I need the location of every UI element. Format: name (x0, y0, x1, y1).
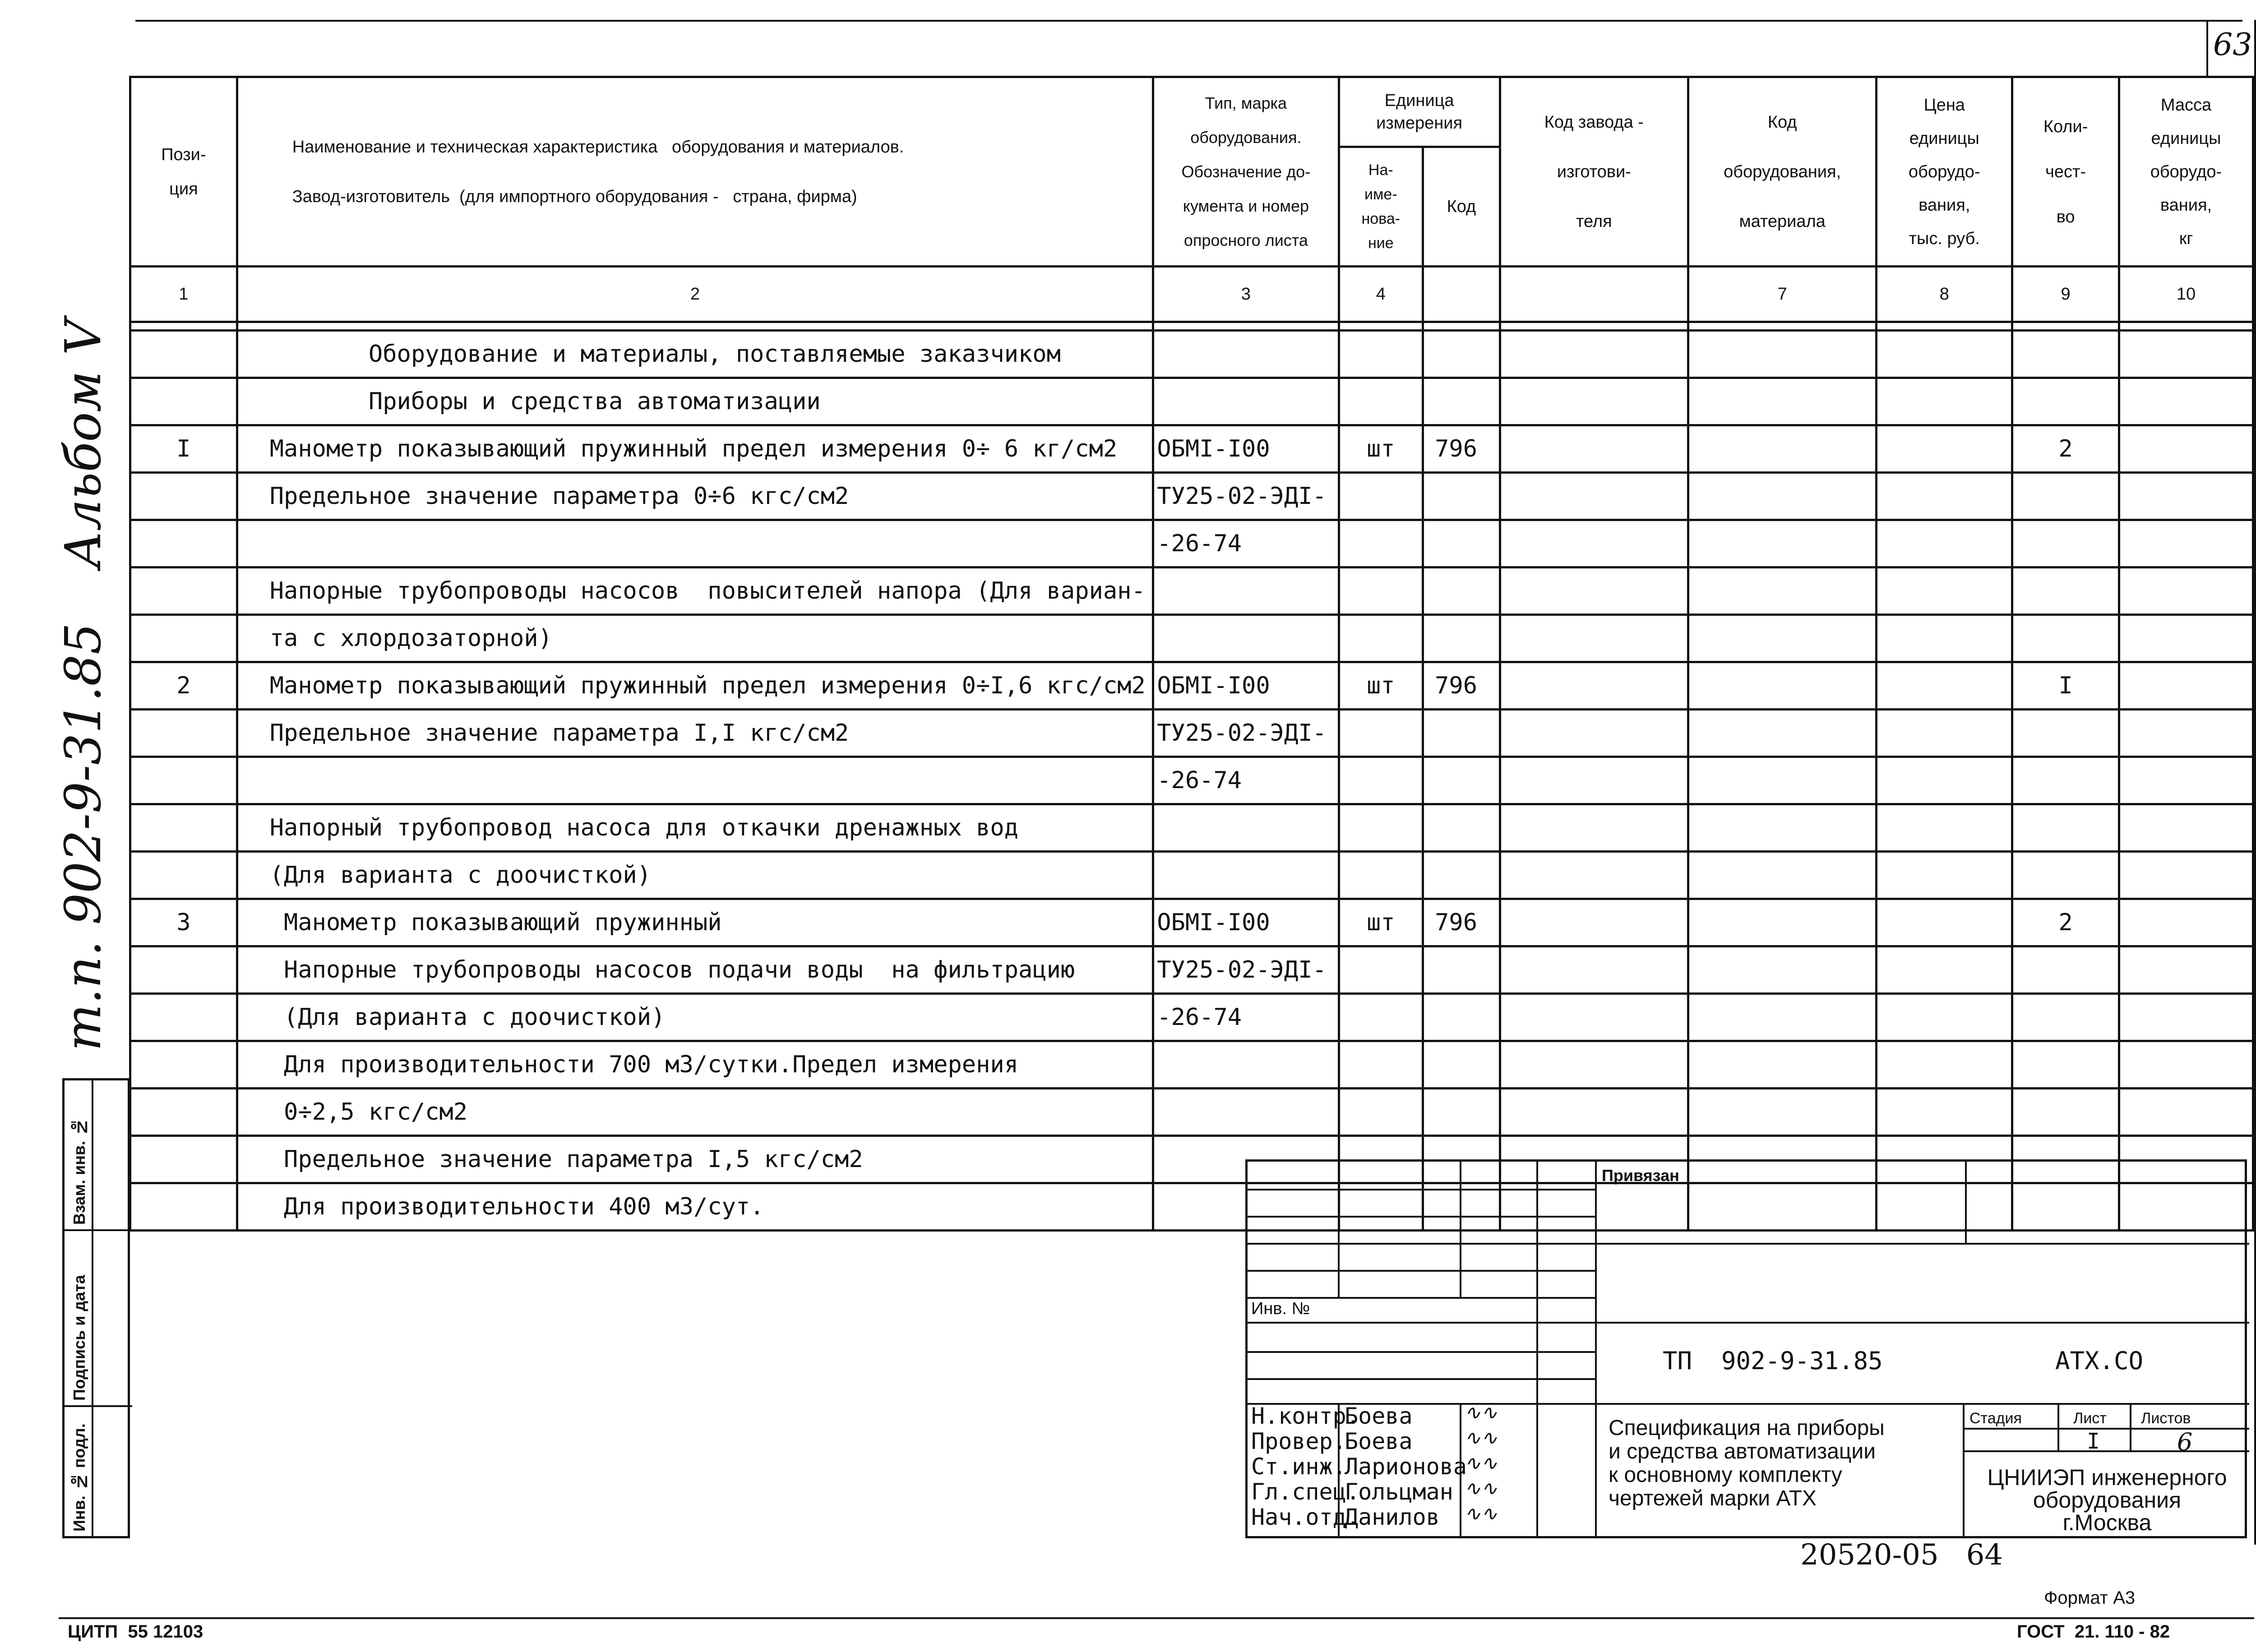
row-price (1877, 757, 2012, 804)
table-row (130, 852, 2253, 899)
row-unit-code (1423, 378, 1500, 425)
row-unit (1339, 615, 1423, 662)
colnum-9: 9 (2012, 267, 2119, 322)
row-factory-code (1500, 1041, 1688, 1089)
row-mass (2119, 994, 2253, 1041)
row-quantity (2012, 615, 2119, 662)
format-label: Формат А3 (2044, 1588, 2136, 1608)
row-price (1877, 899, 2012, 946)
row-mass (2119, 568, 2253, 615)
row-position (130, 852, 237, 899)
row-unit (1339, 520, 1423, 568)
row-price (1877, 804, 2012, 852)
row-equipment-code (1688, 520, 1876, 568)
table-row (130, 946, 2253, 994)
row-mass (2119, 473, 2253, 520)
row-mass (2119, 331, 2253, 378)
colnum-8: 8 (1877, 267, 2012, 322)
row-quantity (2012, 946, 2119, 994)
row-equipment-code (1688, 473, 1876, 520)
colnum-7: 7 (1688, 267, 1876, 322)
row-quantity (2012, 331, 2119, 378)
linked-label: Привязан (1602, 1166, 1679, 1185)
row-unit-code: 796 (1423, 425, 1500, 473)
drawing-mark: АТХ.СО (2055, 1347, 2144, 1375)
signature-scribble: ∿∿ (1464, 1401, 1498, 1424)
row-unit-code (1423, 520, 1500, 568)
row-mass (2119, 1041, 2253, 1089)
document-title: Спецификация на приборы и средства автоматизации к основному комплекту чертежей марки АТХ (1609, 1416, 1885, 1510)
colnum-5 (1423, 267, 1500, 322)
row-quantity (2012, 710, 2119, 757)
row-type: ТУ25-02-ЭДI- (1153, 473, 1339, 520)
table-row (130, 662, 2253, 710)
row-equipment-code (1688, 568, 1876, 615)
row-name (237, 757, 1153, 804)
specification-body (130, 322, 2253, 1231)
row-equipment-code (1688, 615, 1876, 662)
colnum-4: 4 (1339, 267, 1423, 322)
row-unit-code (1423, 852, 1500, 899)
row-type: ТУ25-02-ЭДI- (1153, 710, 1339, 757)
row-price (1877, 710, 2012, 757)
header-price: Цена единицы оборудо- вания, тыс. руб. (1877, 77, 2012, 267)
header-name-line1: Наименование и техническая характеристика оборудования и материалов. (292, 137, 904, 157)
row-factory-code (1500, 378, 1688, 425)
row-equipment-code (1688, 946, 1876, 994)
row-position: 2 (130, 662, 237, 710)
signer-name: Ларионова (1345, 1454, 1467, 1480)
signer-name: Боева (1345, 1428, 1413, 1454)
table-row (130, 520, 2253, 568)
row-quantity (2012, 1089, 2119, 1136)
row-equipment-code (1688, 757, 1876, 804)
header-quantity: Коли- чест- во (2012, 77, 2119, 267)
row-factory-code (1500, 520, 1688, 568)
row-name: Манометр показывающий пружинный предел измерения 0÷ 6 кг/см2 (237, 425, 1153, 473)
row-quantity (2012, 1041, 2119, 1089)
row-position (130, 615, 237, 662)
row-mass (2119, 378, 2253, 425)
row-price (1877, 994, 2012, 1041)
row-quantity (2012, 568, 2119, 615)
row-position (130, 710, 237, 757)
row-unit-code: 796 (1423, 662, 1500, 710)
table-row (130, 804, 2253, 852)
row-unit-code (1423, 994, 1500, 1041)
table-row (130, 568, 2253, 615)
row-name: Манометр показывающий пружинный предел измерения 0÷I,6 кгс/см2 (237, 662, 1153, 710)
row-factory-code (1500, 804, 1688, 852)
row-type: ОБМI-I00 (1153, 662, 1339, 710)
row-unit-code (1423, 710, 1500, 757)
row-unit-code (1423, 1089, 1500, 1136)
row-type (1153, 331, 1339, 378)
row-type: -26-74 (1153, 994, 1339, 1041)
signer-role: Ст.инж. (1251, 1454, 1346, 1480)
row-unit (1339, 804, 1423, 852)
row-unit-code (1423, 804, 1500, 852)
row-mass (2119, 852, 2253, 899)
row-factory-code (1500, 331, 1688, 378)
stage-label: Стадия (1969, 1410, 2022, 1427)
stamp-signature-date: Подпись и дата (70, 1275, 88, 1401)
row-factory-code (1500, 757, 1688, 804)
row-factory-code (1500, 899, 1688, 946)
row-unit (1339, 1089, 1423, 1136)
row-equipment-code (1688, 804, 1876, 852)
row-equipment-code (1688, 425, 1876, 473)
row-type (1153, 804, 1339, 852)
row-factory-code (1500, 994, 1688, 1041)
signer-name: Данилов (1345, 1504, 1440, 1530)
row-position (130, 331, 237, 378)
archive-number: 20520-05 64 (1800, 1538, 2003, 1572)
sheets-value: 6 (2177, 1428, 2193, 1456)
row-name: Предельное значение параметра I,I кгс/см2 (237, 710, 1153, 757)
colnum-3: 3 (1153, 267, 1339, 322)
row-mass (2119, 899, 2253, 946)
row-factory-code (1500, 710, 1688, 757)
row-mass (2119, 710, 2253, 757)
row-type (1153, 1089, 1339, 1136)
footer-left: ЦИТП 55 12103 (68, 1622, 203, 1642)
row-name: Для производительности 700 м3/сутки.Предел измерения (237, 1041, 1153, 1089)
row-quantity (2012, 994, 2119, 1041)
row-price (1877, 378, 2012, 425)
row-position: 3 (130, 899, 237, 946)
stamp-original-inv: Инв. № подл. (70, 1423, 88, 1532)
row-name: Приборы и средства автоматизации (237, 378, 1153, 425)
table-row (130, 710, 2253, 757)
row-price (1877, 473, 2012, 520)
header-name-line2: Завод-изготовитель (для импортного оборудования - страна, фирма) (292, 187, 857, 206)
row-quantity (2012, 757, 2119, 804)
header-type: Тип, марка оборудования. Обозначение до- кумента и номер опросного листа (1153, 77, 1339, 267)
row-factory-code (1500, 473, 1688, 520)
header-equipment-code: Код оборудования, материала (1688, 77, 1876, 267)
row-quantity (2012, 473, 2119, 520)
header-mass: Масса единицы оборудо- вания, кг (2119, 77, 2253, 267)
row-unit (1339, 378, 1423, 425)
signature-scribble: ∿∿ (1464, 1426, 1498, 1449)
row-name: Напорный трубопровод насоса для откачки дренажных вод (237, 804, 1153, 852)
signer-role: Провер. (1251, 1428, 1346, 1454)
table-row (130, 757, 2253, 804)
row-mass (2119, 615, 2253, 662)
table-row (130, 473, 2253, 520)
corner-sheet-number: 63 (2213, 27, 2252, 63)
row-equipment-code (1688, 1041, 1876, 1089)
row-equipment-code (1688, 852, 1876, 899)
sheet-label: Лист (2073, 1410, 2107, 1427)
row-price (1877, 331, 2012, 378)
sheet-value: I (2087, 1429, 2100, 1454)
row-position (130, 378, 237, 425)
table-row (130, 425, 2253, 473)
stamp-replacement: Взам. инв. № (70, 1117, 88, 1225)
row-mass (2119, 757, 2253, 804)
colnum-6 (1500, 267, 1688, 322)
row-unit (1339, 568, 1423, 615)
row-name: Напорные трубопроводы насосов подачи воды на фильтрацию (237, 946, 1153, 994)
colnum-2: 2 (237, 267, 1153, 322)
signature-scribble: ∿∿ (1464, 1452, 1498, 1475)
signer-role: Нач.отд. (1251, 1504, 1360, 1530)
row-price (1877, 946, 2012, 994)
project-number: ТП 902-9-31.85 (1663, 1347, 1883, 1375)
row-type (1153, 378, 1339, 425)
row-name: Манометр показывающий пружинный (237, 899, 1153, 946)
row-name: Для производительности 400 м3/сут. (237, 1183, 1153, 1231)
row-position (130, 520, 237, 568)
row-mass (2119, 425, 2253, 473)
row-unit-code (1423, 946, 1500, 994)
row-name: Напорные трубопроводы насосов повысителей напора (Для вариан- (237, 568, 1153, 615)
row-name: (Для варианта с доочисткой) (237, 852, 1153, 899)
table-row (130, 1041, 2253, 1089)
margin-stamp (62, 1078, 130, 1538)
title-block (1245, 1159, 2247, 1538)
row-unit: шт (1339, 662, 1423, 710)
row-quantity (2012, 520, 2119, 568)
row-type: ТУ25-02-ЭДI- (1153, 946, 1339, 994)
row-type: ОБМI-I00 (1153, 425, 1339, 473)
organization: ЦНИИЭП инженерного оборудования г.Москва (1987, 1465, 2227, 1535)
row-price (1877, 615, 2012, 662)
row-equipment-code (1688, 331, 1876, 378)
row-quantity: 2 (2012, 425, 2119, 473)
colnum-1: 1 (130, 267, 237, 322)
row-type: -26-74 (1153, 757, 1339, 804)
header-unit-name: На- име- нова- ние (1339, 147, 1423, 267)
row-factory-code (1500, 615, 1688, 662)
table-row (130, 899, 2253, 946)
signature-scribble: ∿∿ (1464, 1502, 1498, 1525)
album-note: Альбом V (54, 319, 112, 568)
row-equipment-code (1688, 662, 1876, 710)
row-name: та с хлордозаторной) (237, 615, 1153, 662)
row-type (1153, 852, 1339, 899)
row-position (130, 1041, 237, 1089)
row-equipment-code (1688, 899, 1876, 946)
row-position (130, 1089, 237, 1136)
row-unit (1339, 852, 1423, 899)
footer-right: ГОСТ 21. 110 - 82 (2017, 1622, 2170, 1642)
row-type: ОБМI-I00 (1153, 899, 1339, 946)
header-unit: Единица измерения (1339, 77, 1500, 147)
row-name: Оборудование и материалы, поставляемые заказчиком (237, 331, 1153, 378)
row-position (130, 946, 237, 994)
row-unit (1339, 473, 1423, 520)
table-row (130, 378, 2253, 425)
row-price (1877, 425, 2012, 473)
row-type (1153, 568, 1339, 615)
row-factory-code (1500, 1089, 1688, 1136)
row-name: Предельное значение параметра 0÷6 кгс/см2 (237, 473, 1153, 520)
signer-name: Боева (1345, 1403, 1413, 1429)
row-unit: шт (1339, 425, 1423, 473)
row-price (1877, 1041, 2012, 1089)
row-quantity (2012, 378, 2119, 425)
row-factory-code (1500, 662, 1688, 710)
table-row (130, 615, 2253, 662)
row-factory-code (1500, 852, 1688, 899)
row-price (1877, 662, 2012, 710)
bottom-rule (59, 1617, 2254, 1619)
row-type: -26-74 (1153, 520, 1339, 568)
header-name (237, 77, 1153, 267)
row-type (1153, 1041, 1339, 1089)
row-equipment-code (1688, 378, 1876, 425)
row-unit-code (1423, 568, 1500, 615)
row-position: I (130, 425, 237, 473)
row-position (130, 1136, 237, 1183)
header-unit-code: Код (1423, 147, 1500, 267)
row-unit: шт (1339, 899, 1423, 946)
row-equipment-code (1688, 994, 1876, 1041)
sheets-label: Листов (2141, 1410, 2191, 1427)
row-position (130, 1183, 237, 1231)
row-equipment-code (1688, 1089, 1876, 1136)
header-position: Пози- ция (130, 77, 237, 267)
row-name (237, 520, 1153, 568)
row-mass (2119, 804, 2253, 852)
row-position (130, 757, 237, 804)
row-unit (1339, 710, 1423, 757)
colnum-10: 10 (2119, 267, 2253, 322)
row-equipment-code (1688, 710, 1876, 757)
table-row (130, 994, 2253, 1041)
specification-table (129, 76, 2254, 1232)
project-code-note: т.п. 902-9-31.85 (54, 623, 112, 1051)
row-price (1877, 568, 2012, 615)
row-quantity: 2 (2012, 899, 2119, 946)
signer-name: Гольцман (1345, 1479, 1453, 1505)
row-unit (1339, 946, 1423, 994)
row-unit-code (1423, 615, 1500, 662)
row-factory-code (1500, 425, 1688, 473)
row-unit-code (1423, 331, 1500, 378)
signer-role: Н.контр. (1251, 1403, 1360, 1429)
row-quantity: I (2012, 662, 2119, 710)
inv-label: Инв. № (1251, 1299, 1310, 1318)
row-price (1877, 852, 2012, 899)
row-factory-code (1500, 568, 1688, 615)
row-unit-code (1423, 473, 1500, 520)
row-name: 0÷2,5 кгс/см2 (237, 1089, 1153, 1136)
table-row (130, 1089, 2253, 1136)
row-type (1153, 615, 1339, 662)
row-unit (1339, 331, 1423, 378)
frame-top-line (135, 20, 2242, 22)
row-unit-code (1423, 1041, 1500, 1089)
row-unit (1339, 757, 1423, 804)
row-mass (2119, 946, 2253, 994)
signer-role: Гл.спец. (1251, 1479, 1360, 1505)
row-unit-code: 796 (1423, 899, 1500, 946)
row-quantity (2012, 852, 2119, 899)
row-position (130, 473, 237, 520)
row-price (1877, 1089, 2012, 1136)
row-position (130, 994, 237, 1041)
row-position (130, 804, 237, 852)
row-name: Предельное значение параметра I,5 кгс/см2 (237, 1136, 1153, 1183)
row-unit (1339, 1041, 1423, 1089)
row-factory-code (1500, 946, 1688, 994)
row-mass (2119, 520, 2253, 568)
row-position (130, 568, 237, 615)
frame-right-line (2254, 20, 2256, 1545)
row-name: (Для варианта с доочисткой) (237, 994, 1153, 1041)
row-unit-code (1423, 757, 1500, 804)
row-quantity (2012, 804, 2119, 852)
table-row (130, 331, 2253, 378)
header-factory-code: Код завода - изготови- теля (1500, 77, 1688, 267)
signature-scribble: ∿∿ (1464, 1477, 1498, 1500)
row-unit (1339, 994, 1423, 1041)
row-mass (2119, 1089, 2253, 1136)
row-price (1877, 520, 2012, 568)
row-mass (2119, 662, 2253, 710)
